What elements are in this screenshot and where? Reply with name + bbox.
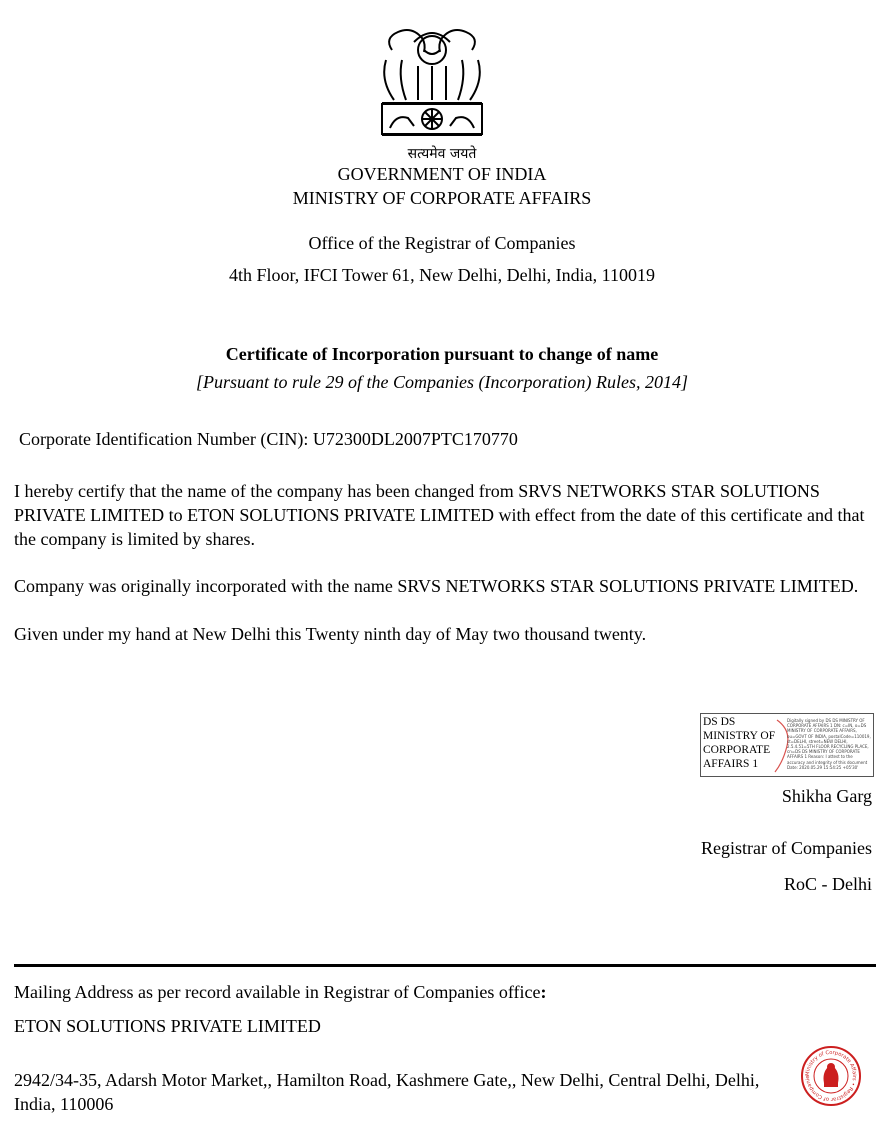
mailing-company-name: ETON SOLUTIONS PRIVATE LIMITED — [14, 1016, 321, 1036]
digital-signature-box — [700, 713, 874, 777]
mailing-address-colon: : — [540, 982, 547, 1002]
digital-signature-name: DS DS MINISTRY OF CORPORATE AFFAIRS 1 — [703, 716, 776, 770]
office-address: 4th Floor, IFCI Tower 61, New Delhi, Delhi, India, 110019 — [229, 265, 655, 285]
signer-designation: Registrar of Companies — [701, 838, 872, 858]
mca-seal-icon — [800, 1045, 862, 1107]
mailing-address-label — [14, 981, 547, 1003]
seal-lettering: Ministry of Corporate Affairs • Registrar of Companie — [804, 1049, 858, 1103]
signer-name: Shikha Garg — [781, 786, 872, 806]
certificate-paragraph-name-change: I hereby certify that the name of the company has been changed from SRVS NETWORKS STAR SOLUTIONS PRIVATE LIMITED to ETON SOLUTIONS PRIVATE LIMITED with effect from the date of this certificate and that the company is limited by shares. — [14, 481, 865, 549]
certificate-paragraph-given-under-hand: Given under my hand at New Delhi this Twenty ninth day of May two thousand twenty. — [14, 624, 647, 644]
mailing-address: 2942/34-35, Adarsh Motor Market,, Hamilton Road, Kashmere Gate,, New Delhi, Central Delhi, Delhi, India, 110006 — [14, 1070, 760, 1114]
cin-line: Corporate Identification Number (CIN): U72300DL2007PTC170770 — [19, 429, 518, 449]
signer-office: RoC - Delhi — [784, 874, 872, 894]
certificate-title: Certificate of Incorporation pursuant to change of name — [225, 344, 659, 364]
mailing-address-label-text: Mailing Address as per record available in Registrar of Companies office — [14, 982, 541, 1002]
emblem-motto: सत्यमेव जयते — [407, 146, 477, 162]
certificate-paragraph-original-name: Company was originally incorporated with the name SRVS NETWORKS STAR SOLUTIONS PRIVATE LIMITED. — [14, 576, 859, 596]
certificate-subtitle: [Pursuant to rule 29 of the Companies (Incorporation) Rules, 2014] — [196, 372, 688, 392]
ministry-heading: MINISTRY OF CORPORATE AFFAIRS — [292, 188, 592, 208]
digital-signature-details: Digitally signed by DS DS MINISTRY OF CORPORATE AFFAIRS 1 DN: c=IN, o=DS MINISTRY OF CORPORATE AFFAIRS, ou=GOVT OF INDIA, postalCode=110019, st=DELHI, street=NEW DELHI, 2.5.4.51=5TH FLOOR RECYCLING PLACE, cn=DS DS MINISTRY OF CORPORATE AFFAIRS 1 Reason: I attest to the accuracy and integrity of this document Date: 2020.05.29 15:54:25 +05'30' — [787, 718, 871, 770]
office-heading: Office of the Registrar of Companies — [308, 233, 576, 253]
government-heading: GOVERNMENT OF INDIA — [337, 164, 547, 184]
divider — [14, 964, 876, 967]
